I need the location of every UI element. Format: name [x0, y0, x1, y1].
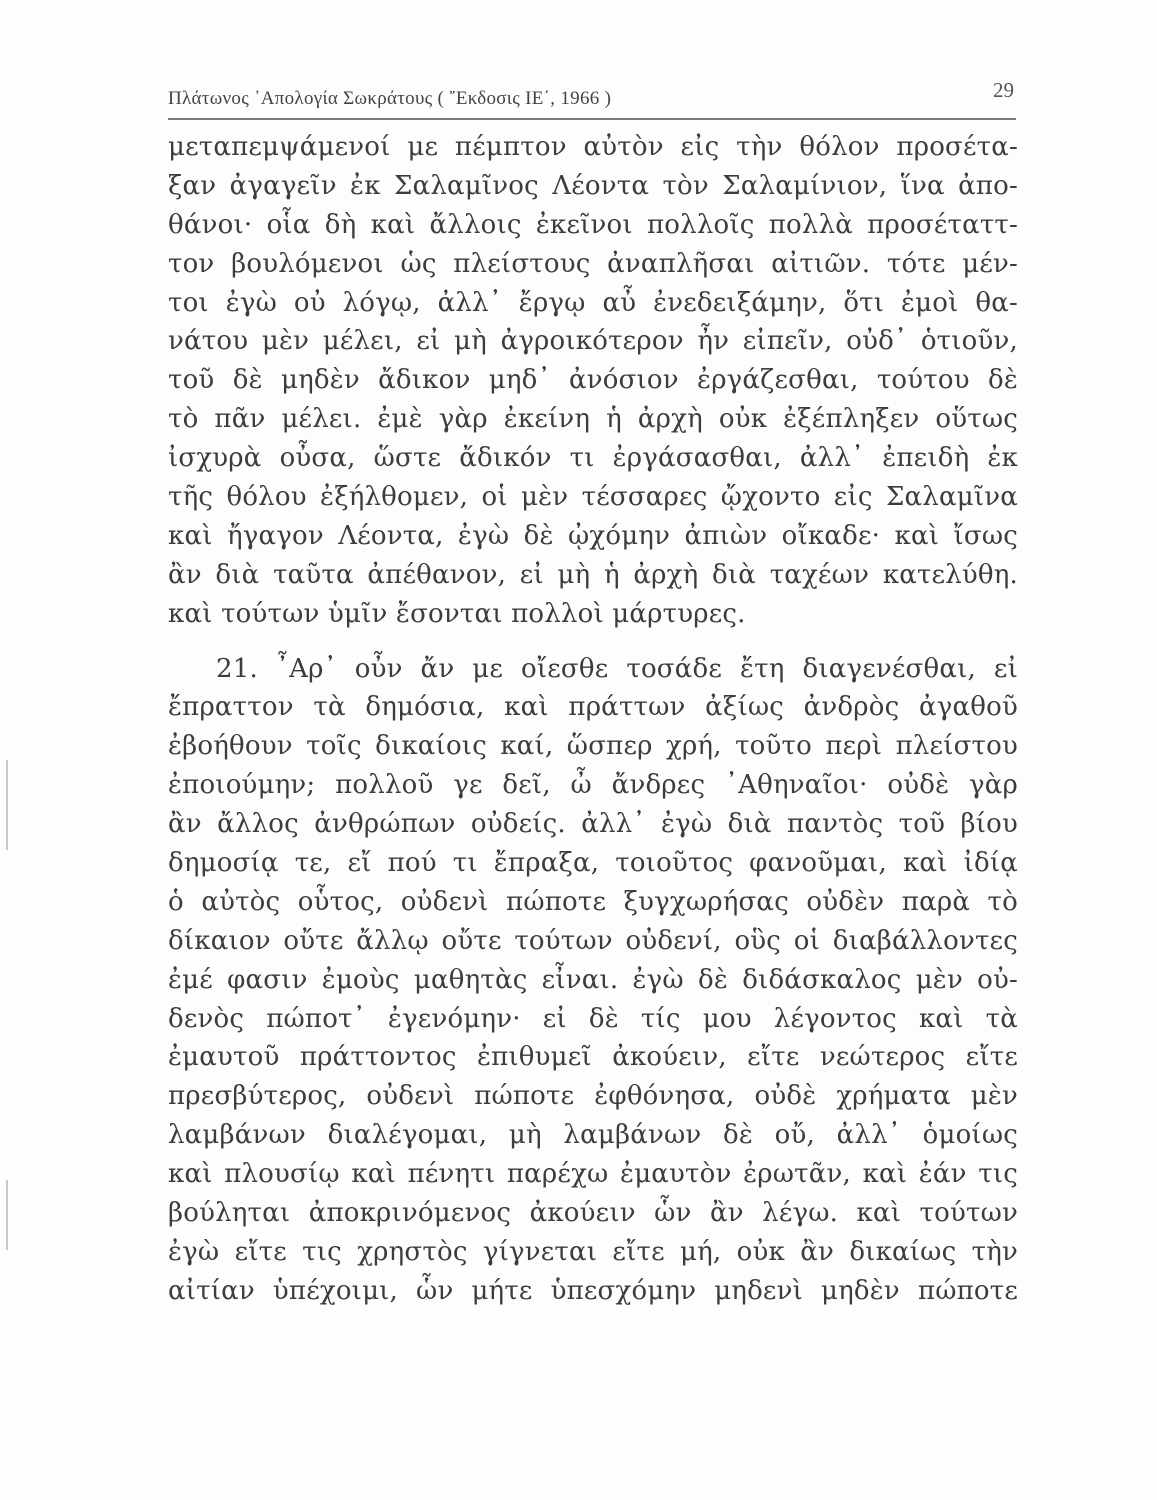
text-line: ἐποιούμην; πολλοῦ γε δεῖ, ὦ ἄνδρες ᾿Αθηναῖοι· οὐδὲ γὰρ	[168, 770, 1018, 801]
text-line: ὁ αὐτὸς οὗτος, οὐδενὶ πώποτε ξυγχωρήσας οὐδὲν παρὰ τὸ	[168, 886, 1018, 917]
body-text	[168, 128, 1018, 1311]
text-line: βούληται ἀποκρινόμενος ἀκούειν ὧν ἂν λέγω. καὶ τούτων	[168, 1198, 1018, 1229]
text-line: ἰσχυρὰ οὖσα, ὥστε ἄδικόν τι ἐργάσασθαι, ἀλλ᾿ ἐπειδὴ ἐκ	[168, 443, 1018, 474]
text-line: ἂν διὰ ταῦτα ἀπέθανον, εἰ μὴ ἡ ἀρχὴ διὰ ταχέων κατελύθη.	[168, 559, 1018, 590]
scan-margin-mark	[6, 1180, 8, 1250]
text-line: καὶ ἤγαγον Λέοντα, ἐγὼ δὲ ᾠχόμην ἀπιὼν οἴκαδε· καὶ ἴσως	[168, 520, 1018, 551]
text-line: ξαν ἀγαγεῖν ἐκ Σαλαμῖνος Λέοντα τὸν Σαλαμίνιον, ἵνα ἀπο-	[168, 170, 1018, 201]
paragraph-1	[168, 128, 1018, 634]
text-line: πρεσβύτερος, οὐδενὶ πώποτε ἐφθόνησα, οὐδὲ χρήματα μὲν	[168, 1081, 1018, 1112]
text-line: ἐγὼ εἴτε τις χρηστὸς γίγνεται εἴτε μή, οὐκ ἂν δικαίως τὴν	[168, 1236, 1018, 1267]
text-line: λαμβάνων διαλέγομαι, μὴ λαμβάνων δὲ οὔ, ἀλλ᾿ ὁμοίως	[168, 1120, 1018, 1151]
running-head	[168, 78, 1016, 120]
scan-margin-mark	[6, 760, 8, 850]
text-line: τὸ πᾶν μέλει. ἐμὲ γὰρ ἐκείνη ἡ ἀρχὴ οὐκ ἐξέπληξεν οὕτως	[168, 404, 1018, 435]
text-line: ἐβοήθουν τοῖς δικαίοις καί, ὥσπερ χρή, τοῦτο περὶ πλείστου	[168, 731, 1018, 762]
text-line: τον βουλόμενοι ὡς πλείστους ἀναπλῆσαι αἰτιῶν. τότε μέν-	[168, 248, 1018, 279]
text-line: τοι ἐγὼ οὐ λόγῳ, ἀλλ᾿ ἔργῳ αὖ ἐνεδειξάμην, ὅτι ἐμοὶ θα-	[168, 287, 1018, 318]
text-line: 21. ῏Αρ᾿ οὖν ἄν με οἴεσθε τοσάδε ἔτη διαγενέσθαι, εἰ	[216, 653, 1018, 684]
paragraph-gap	[168, 634, 1018, 650]
text-line: μεταπεμψάμενοί με πέμπτον αὐτὸν εἰς τὴν θόλον προσέτα-	[168, 132, 1018, 162]
text-line: καὶ τούτων ὑμῖν ἔσονται πολλοὶ μάρτυρες.	[168, 598, 746, 629]
text-line: τοῦ δὲ μηδὲν ἄδικον μηδ᾿ ἀνόσιον ἐργάζεσθαι, τούτου δὲ	[168, 365, 1018, 396]
text-line: καὶ πλουσίῳ καὶ πένητι παρέχω ἐμαυτὸν ἐρωτᾶν, καὶ ἐάν τις	[168, 1159, 1018, 1190]
paragraph-2	[168, 650, 1018, 1311]
text-line: αἰτίαν ὑπέχοιμι, ὧν μήτε ὑπεσχόμην μηδενὶ μηδὲν πώποτε	[168, 1275, 1018, 1306]
text-line: ἔπραττον τὰ δημόσια, καὶ πράττων ἀξίως ἀνδρὸς ἀγαθοῦ	[168, 692, 1018, 723]
text-line: νάτου μὲν μέλει, εἰ μὴ ἀγροικότερον ἦν εἰπεῖν, οὐδ᾿ ὁτιοῦν,	[168, 326, 1018, 357]
text-line: ἐμέ φασιν ἐμοὺς μαθητὰς εἶναι. ἐγὼ δὲ διδάσκαλος μὲν οὐ-	[168, 964, 1018, 995]
text-line: δημοσίᾳ τε, εἴ πού τι ἔπραξα, τοιοῦτος φανοῦμαι, καὶ ἰδίᾳ	[168, 848, 1018, 879]
text-line: δίκαιον οὔτε ἄλλῳ οὔτε τούτων οὐδενί, οὓς οἱ διαβάλλοντες	[168, 925, 1018, 956]
page-number: 29	[993, 78, 1014, 102]
text-line: θάνοι· οἷα δὴ καὶ ἄλλοις ἐκεῖνοι πολλοῖς πολλὰ προσέταττ-	[168, 209, 1018, 240]
running-title: Πλάτωνος ᾿Απολογία Σωκράτους ( ῎Εκδοσις ΙΕ΄, 1966 )	[168, 88, 612, 109]
text-line: ἂν ἄλλος ἀνθρώπων οὐδείς. ἀλλ᾿ ἐγὼ διὰ παντὸς τοῦ βίου	[168, 809, 1018, 840]
text-line: ἐμαυτοῦ πράττοντος ἐπιθυμεῖ ἀκούειν, εἴτε νεώτερος εἴτε	[168, 1042, 1018, 1073]
text-line: δενὸς πώποτ᾿ ἐγενόμην· εἰ δὲ τίς μου λέγοντος καὶ τὰ	[168, 1003, 1018, 1034]
text-line: τῆς θόλου ἐξήλθομεν, οἱ μὲν τέσσαρες ᾤχοντο εἰς Σαλαμῖνα	[168, 482, 1018, 513]
